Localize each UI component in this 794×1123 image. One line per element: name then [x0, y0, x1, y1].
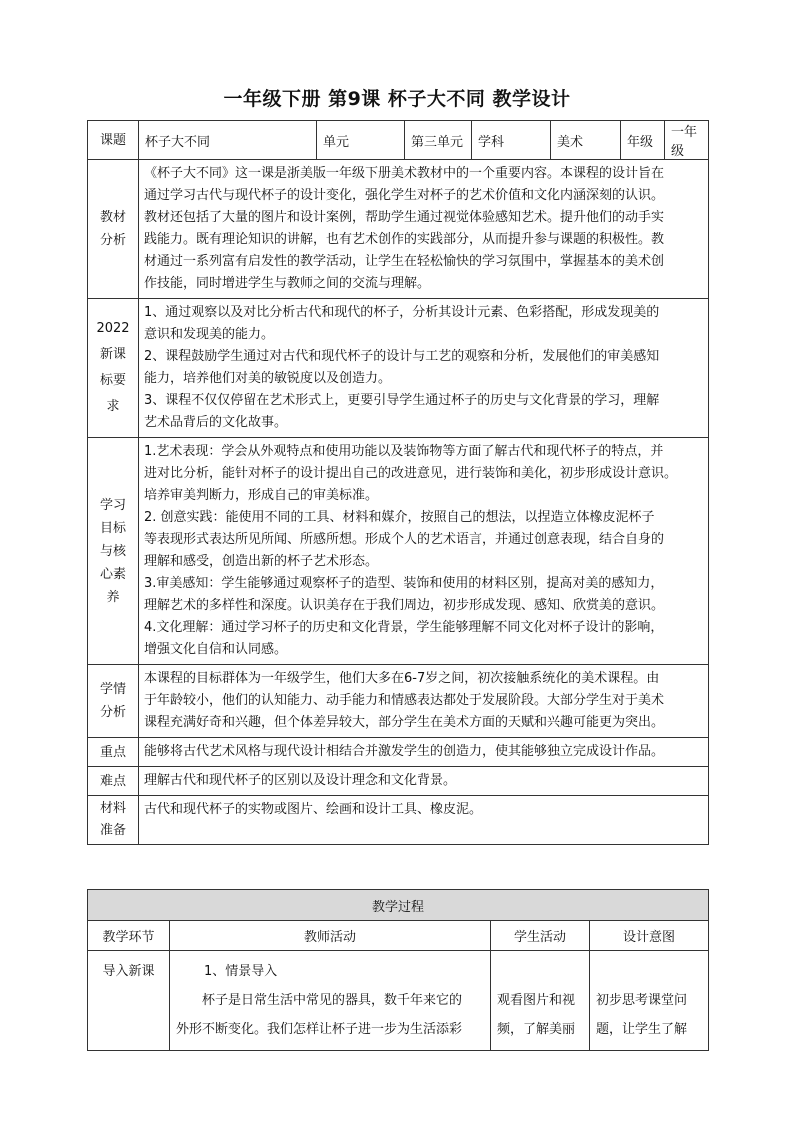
- text-line: 3、课程不仅仅停留在艺术形式上，更要引导学生通过杯子的历史与文化背景的学习，理解: [144, 393, 660, 408]
- process-header-row: [88, 921, 709, 951]
- standards-row: [88, 299, 709, 438]
- standards-label: [88, 299, 139, 438]
- text-line: 课程充满好奇和兴趣，但个体差异较大，部分学生在美术方面的天赋和兴趣可能更为突出。: [144, 715, 665, 730]
- text-line: 通过学习古代与现代杯子的设计变化，强化学生对杯子的艺术价值和文化内涵深刻的认识。: [144, 188, 665, 203]
- process-title-row: [88, 890, 709, 921]
- learner-analysis-row: [88, 665, 709, 738]
- text-line: 4.文化理解：通过学习杯子的历史和文化背景，学生能够理解不同文化对杯子设计的影响，: [144, 620, 664, 635]
- text-line: 2、课程鼓励学生通过对古代和现代杯子的设计与工艺的观察和分析，发展他们的审美感知: [144, 349, 660, 364]
- text-line: 能力，培养他们对美的敏锐度以及创造力。: [144, 371, 392, 386]
- text-line: 1.艺术表现：学会从外观特点和使用功能以及装饰物等方面了解古代和现代杯子的特点，并: [144, 444, 664, 459]
- text-line: 杯子是日常生活中常见的器具，数千年来它的: [202, 993, 463, 1008]
- materials-row: [88, 796, 709, 845]
- grade-value: 一年级: [665, 121, 709, 160]
- topic-label: 课题: [88, 121, 139, 160]
- objectives-text: [139, 438, 709, 665]
- difficulty-row: [88, 767, 709, 796]
- text-line: 增强文化自信和认同感。: [144, 642, 288, 657]
- material-analysis-label: [88, 160, 139, 299]
- learner-analysis-label-text: 学情分析: [99, 682, 126, 720]
- standards-text: [139, 299, 709, 438]
- text-line: 理解和感受，创造出新的杯子艺术形态。: [144, 554, 379, 569]
- learner-analysis-text: [139, 665, 709, 738]
- materials-text: 古代和现代杯子的实物或图片、绘画和设计工具、橡皮泥。: [139, 796, 709, 845]
- header-stage: 教学环节: [88, 921, 170, 951]
- text-line: 《杯子大不同》这一课是浙美版一年级下册美术教材中的一个重要内容。本课程的设计旨在: [144, 166, 665, 181]
- text-line: 观看图片和视: [497, 993, 576, 1008]
- materials-label: [88, 796, 139, 845]
- text-line: 于年龄较小，他们的认知能力、动手能力和情感表达都处于发展阶段。大部分学生对于美术: [144, 693, 665, 708]
- materials-label-text: 材料准备: [99, 801, 126, 838]
- difficulty-text: 理解古代和现代杯子的区别以及设计理念和文化背景。: [139, 767, 709, 796]
- info-row: [88, 121, 709, 160]
- grade-label: 年级: [621, 121, 665, 160]
- lesson-info-table: [87, 120, 709, 845]
- objectives-label: [88, 438, 139, 665]
- text-line: 1、通过观察以及对比分析古代和现代的杯子，分析其设计元素、色彩搭配，形成发现美的: [144, 305, 660, 320]
- key-point-row: [88, 738, 709, 767]
- unit-value: 第三单元: [405, 121, 472, 160]
- text-line: 作技能，同时增进学生与教师之间的交流与理解。: [144, 276, 431, 291]
- text-line: 等表现形式表达所见所闻、所感所想。形成个人的艺术语言，并通过创意表现，结合自身的: [144, 532, 665, 547]
- key-point-text: 能够将古代艺术风格与现代设计相结合并激发学生的创造力，使其能够独立完成设计作品。: [139, 738, 709, 767]
- subject-label: 学科: [472, 121, 551, 160]
- stage-cell: 导入新课: [88, 951, 170, 1051]
- difficulty-label: 难点: [88, 767, 139, 796]
- text-line: 材通过一系列富有启发性的教学活动，让学生在轻松愉快的学习氛围中，掌握基本的美术创: [144, 254, 665, 269]
- header-intent: 设计意图: [590, 921, 709, 951]
- process-title: 教学过程: [88, 890, 709, 921]
- text-line: 3.审美感知：学生能够通过观察杯子的造型、装饰和使用的材料区别，提高对美的感知力，: [144, 576, 664, 591]
- text-line: 践能力。既有理论知识的讲解，也有艺术创作的实践部分，从而提升参与课题的积极性。教: [144, 232, 665, 247]
- text-line: 教材还包括了大量的图片和设计案例，帮助学生通过视觉体验感知艺术。提升他们的动手实: [144, 210, 665, 225]
- learner-analysis-label: [88, 665, 139, 738]
- text-line: 外形不断变化。我们怎样让杯子进一步为生活添彩: [176, 1022, 463, 1037]
- header-student: 学生活动: [491, 921, 590, 951]
- objectives-row: [88, 438, 709, 665]
- material-analysis-row: [88, 160, 709, 299]
- standards-label-text: 2022新课标要求: [96, 321, 130, 414]
- text-line: 2. 创意实践：能使用不同的工具、材料和媒介，按照自己的想法，以捏造立体橡皮泥杯子: [144, 510, 655, 525]
- text-line: 初步思考课堂问: [596, 993, 688, 1008]
- key-point-label: 重点: [88, 738, 139, 767]
- topic-value: 杯子大不同: [139, 121, 317, 160]
- text-line: 意识和发现美的能力。: [144, 327, 275, 342]
- text-line: 进对比分析，能针对杯子的设计提出自己的改进意见，进行装饰和美化，初步形成设计意识。: [144, 466, 678, 481]
- subject-value: 美术: [551, 121, 621, 160]
- teaching-process-table: [87, 889, 709, 1051]
- text-line: 频，了解美丽: [497, 1022, 576, 1037]
- text-line: 题，让学生了解: [596, 1022, 688, 1037]
- text-line: 本课程的目标群体为一年级学生，他们大多在6-7岁之间，初次接触系统化的美术课程。由: [144, 671, 660, 686]
- page-title: 一年级下册 第9课 杯子大不同 教学设计: [223, 88, 571, 110]
- text-line: 培养审美判断力，形成自己的审美标准。: [144, 488, 379, 503]
- header-teacher: 教师活动: [170, 921, 491, 951]
- unit-label: 单元: [317, 121, 405, 160]
- design-intent-cell: [590, 951, 709, 1051]
- objectives-label-text: 学习目标与核心素养: [99, 497, 126, 605]
- student-activity-cell: [491, 951, 590, 1051]
- material-analysis-label-text: 教材分析: [99, 210, 126, 248]
- material-analysis-text: [139, 160, 709, 299]
- process-row: [88, 951, 709, 1051]
- text-line: 理解艺术的多样性和深度。认识美存在于我们周边，初步形成发现、感知、欣赏美的意识。: [144, 598, 665, 613]
- text-line: 1、情景导入: [204, 964, 278, 979]
- text-line: 艺术品背后的文化故事。: [144, 415, 288, 430]
- teacher-activity-cell: [170, 951, 491, 1051]
